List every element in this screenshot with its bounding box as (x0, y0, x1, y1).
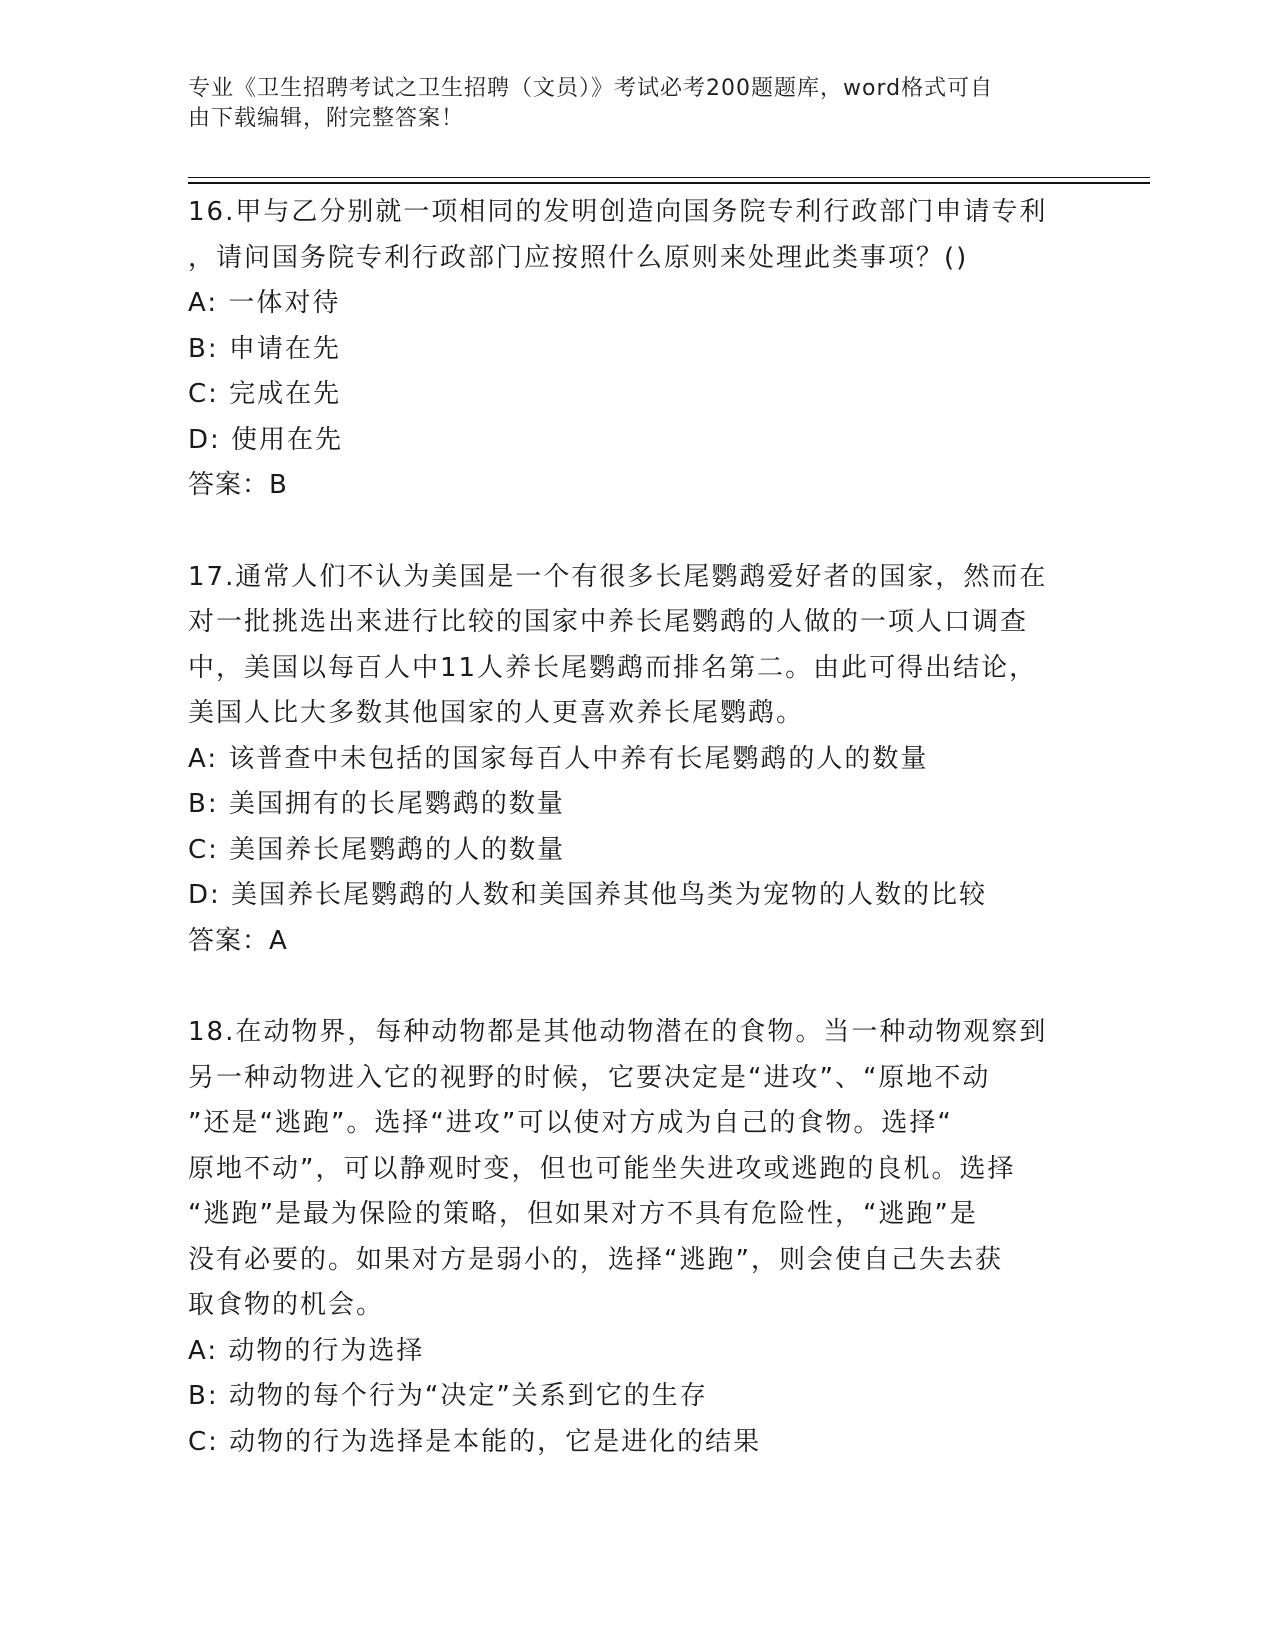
option-d: D: 美国养长尾鹦鹉的人数和美国养其他鸟类为宠物的人数的比较 (188, 880, 988, 910)
header-line-1: 专业《卫生招聘考试之卫生招聘（文员）》考试必考200题题库，word格式可自 (188, 76, 994, 101)
question-spacer (188, 509, 1088, 555)
option-b: B: 美国拥有的长尾鹦鹉的数量 (188, 789, 565, 819)
answer-line: 答案：B (188, 470, 288, 500)
question-17 (188, 555, 1088, 965)
question-text-line: 原地不动”，可以静观时变，但也可能坐失进攻或逃跑的良机。选择 (188, 1153, 1016, 1184)
question-text-line: 另一种动物进入它的视野的时候，它要决定是“进攻”、“原地不动 (188, 1062, 991, 1093)
option-c: C: 完成在先 (188, 379, 342, 409)
question-text-line: 中，美国以每百人中11人养长尾鹦鹉而排名第二。由此可得出结论， (188, 652, 1038, 683)
question-text-line: 取食物的机会。 (188, 1290, 385, 1320)
answer-line: 答案：A (188, 925, 288, 956)
question-text-line: ”还是“逃跑”。选择“进攻”可以使对方成为自己的食物。选择“ (188, 1108, 953, 1138)
option-c: C: 动物的行为选择是本能的，它是进化的结果 (188, 1426, 762, 1457)
option-a: A: 该普查中未包括的国家每百人中养有长尾鹦鹉的人的数量 (188, 743, 929, 774)
option-b: B: 动物的每个行为“决定”关系到它的生存 (188, 1381, 708, 1411)
question-16 (188, 190, 1088, 509)
question-text-line: 16.甲与乙分别就一项相同的发明创造向国务院专利行政部门申请专利 (188, 197, 1048, 227)
question-text-line: 美国人比大多数其他国家的人更喜欢养长尾鹦鹉。 (188, 698, 805, 728)
question-text-line: 对一批挑选出来进行比较的国家中养长尾鹦鹉的人做的一项人口调查 (188, 607, 1029, 637)
question-text-line: “逃跑”是最为保险的策略，但如果对方不具有危险性，“逃跑”是 (188, 1199, 978, 1229)
document-header (188, 74, 1068, 134)
header-divider-thick (188, 182, 1150, 184)
question-text-line: 没有必要的。如果对方是弱小的，选择“逃跑”，则会使自己失去获 (188, 1244, 1003, 1275)
question-text-line: 18.在动物界，每种动物都是其他动物潜在的食物。当一种动物观察到 (188, 1017, 1048, 1047)
question-text-line: ，请问国务院专利行政部门应按照什么原则来处理此类事项？() (188, 242, 969, 273)
question-list (188, 190, 1088, 1465)
header-divider-thin (188, 177, 1150, 178)
header-line-2: 由下载编辑，附完整答案！ (188, 106, 465, 131)
question-spacer (188, 964, 1088, 1010)
option-a: A: 一体对待 (188, 288, 341, 318)
question-text-line: 17.通常人们不认为美国是一个有很多长尾鹦鹉爱好者的国家，然而在 (188, 561, 1048, 592)
option-a: A: 动物的行为选择 (188, 1335, 425, 1366)
option-c: C: 美国养长尾鹦鹉的人的数量 (188, 834, 566, 865)
option-d: D: 使用在先 (188, 424, 344, 455)
option-b: B: 申请在先 (188, 333, 341, 364)
question-18 (188, 1010, 1088, 1465)
